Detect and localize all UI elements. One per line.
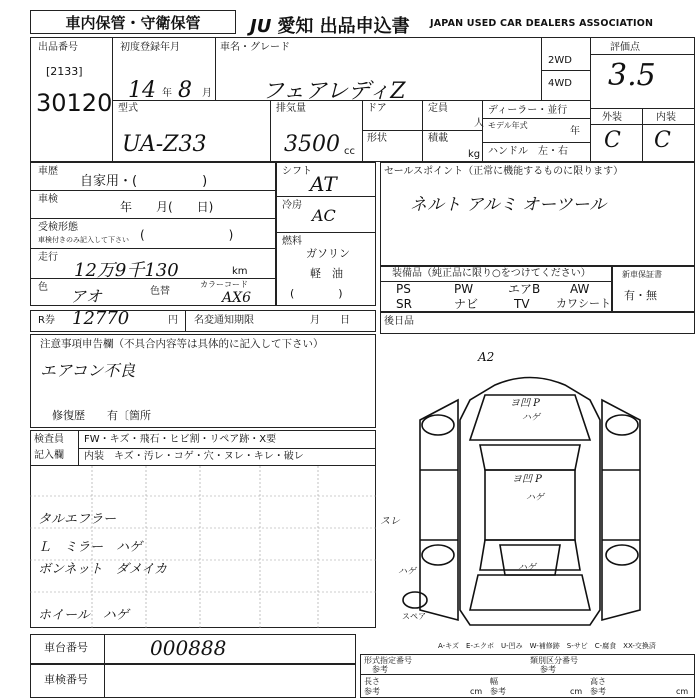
equip-airbag: エアB — [508, 282, 541, 296]
int-label: 内装 — [656, 112, 676, 123]
model-year-label: モデル年式 — [488, 121, 528, 130]
equip-seat: カワシート — [556, 297, 611, 310]
exterior-marks: FW・キズ・飛石・ヒビ割・リペア跡・X要 — [84, 434, 277, 445]
car-name: フェアレディZ — [262, 79, 406, 104]
height-label: 高さ — [590, 677, 606, 686]
shift-value: AT — [310, 172, 337, 196]
inspector-note-4: ホイール ハゲ — [38, 608, 129, 623]
displacement: 3500 — [284, 132, 340, 157]
rear-note: ハゲ — [518, 563, 537, 573]
spare-label: スペア — [402, 612, 426, 621]
drive-2wd: 2WD — [548, 55, 572, 66]
weight-label: 積載 — [428, 133, 448, 144]
roof-note-2: ハゲ — [522, 413, 541, 423]
equip-pw: PW — [454, 282, 474, 296]
notes-value: エアコン不良 — [40, 361, 136, 380]
shift-label: シフト — [282, 166, 312, 177]
chassis-label: 車台番号 — [44, 641, 88, 654]
name-change-label: 名変通知期限 — [194, 315, 254, 326]
equip-navi: ナビ — [454, 297, 479, 311]
association-name: JAPAN USED CAR DEALERS ASSOCIATION — [430, 18, 654, 29]
receipt-label: 受検形態 — [38, 222, 78, 233]
ext-label: 外装 — [602, 112, 622, 123]
grade-label: 評価点 — [610, 42, 640, 53]
drive-4wd: 4WD — [548, 78, 572, 89]
history-label: 車歴 — [38, 166, 58, 177]
lot-label: 出品番号 — [38, 42, 78, 53]
ext-grade: C — [604, 128, 621, 153]
equip-sr: SR — [396, 297, 412, 311]
lot-sub: [2133] — [46, 65, 83, 78]
color-change-label: 色替 — [150, 286, 170, 297]
sheet-title: JU 愛知 出品申込書 — [250, 16, 410, 37]
repair-label: 修復歴 有〔箇所 — [52, 409, 151, 422]
first-reg-month: 8 — [178, 78, 192, 103]
equip-aw: AW — [570, 282, 590, 296]
fuel-gasoline: ガソリン — [306, 247, 350, 260]
storage-label: 車内保管・守衛保管 — [30, 10, 236, 34]
ac-label: 冷房 — [282, 200, 302, 211]
ac-value: AC — [312, 206, 336, 225]
length-label: 長さ — [364, 677, 380, 686]
model-type: UA-Z33 — [122, 132, 207, 157]
equipment-label: 装備品（純正品に限り○をつけてください） — [392, 268, 591, 279]
color-code: AX6 — [222, 290, 251, 306]
grade-value: 3.5 — [608, 58, 656, 93]
dealer-label: ディーラー・並行 — [488, 105, 568, 116]
mileage-label: 走行 — [38, 252, 58, 263]
notes-label: 注意事項申告欄（不具合内容等は具体的に記入して下さい） — [40, 338, 324, 350]
mid-note-1: ヨ凹 P — [512, 474, 542, 485]
inspection-date: 年 月( 日) — [120, 200, 214, 214]
side-note: スレ — [380, 516, 400, 527]
front-note: A2 — [478, 350, 495, 364]
interior-marks: 内装 キズ・汚レ・コゲ・穴・ヌレ・キレ・破レ — [84, 451, 304, 462]
inspector-label: 検査員 — [34, 434, 64, 445]
color-label: 色 — [38, 282, 48, 293]
mileage: 12万9千130 — [74, 260, 179, 281]
color: アオ — [70, 287, 102, 306]
equip-tv: TV — [514, 297, 530, 311]
inspection-label: 車検 — [38, 194, 58, 205]
inspector-note-3: ボンネット ダメイカ — [38, 562, 167, 577]
type-label: 型式 — [118, 103, 138, 114]
fuel-label: 燃料 — [282, 236, 302, 247]
reg-number-label: 車検番号 — [44, 673, 88, 686]
first-reg-year: 14 — [128, 78, 156, 103]
door-label: ドア — [367, 103, 387, 114]
ju-logo: JU — [250, 16, 272, 37]
mid-note-2: ハゲ — [526, 493, 545, 503]
auction-sheet: 車内保管・守衛保管 JU 愛知 出品申込書 JAPAN USED CAR DEALERS ASSOCIATION 出品番号 [2133] 30120 初度登録年月 14 年 8 月 車名・グレード フェアレディZ 2WD 4WD 評価点 3.5 外装 内装 C C 型式 UA-Z33 排気量 3500 cc ドア 定員 人 形状 積載 kg ディーラー・並行 モデル年式 年 ハンドル 左・右 車歴 自家用・( ) 車検 年 月( 日) 受検形態 車検付きのみ記入して下さい ( ) 走行 12万9千130 km 色 アオ 色替 カラーコード AX6 シフト AT 冷房 AC 燃料 ガソリン 軽 油 ( ) セールスポイント（正常に機能するものに限ります） ネルト アルミ オーツール 装備品（純正品に限り○をつけてください） PS PW エアB AW SR ナビ TV カワシート 新車保証書 有・無 R券 12770 円 名変通知期限 月 日 後日品 注意事項申告欄（不具合内容等は具体的に記入して下さい） エアコン不良 修復歴 有〔箇所 検査員 記入欄 FW・キズ・飛石・ヒビ割・リペア跡・X要 内装 キズ・汚レ・コゲ・穴・ヌレ・キレ・破レ タルエフラー Ｌ ミラー ハゲ ボンネット ダメイカ ホイール ハゲ A2 ヨ凹 P ハゲ ヨ凹 P ハゲ スレ ハゲ ハゲ スペア A-キズ E-エクボ U-凹み W-補修跡 S-サビ C-腐食 XX-交換済 車台番号 000888 車検番号 形式指定番号 参考 類別区分番号 参考 長さ 参考 cm 幅 参考 cm 高さ 参考 cm — [0, 0, 700, 700]
lot-number: 30120 — [36, 89, 113, 117]
form-spec-label: 形式指定番号 — [364, 656, 412, 665]
rear-left-note: ハゲ — [398, 567, 417, 577]
color-code-label: カラーコード — [200, 280, 248, 289]
inspector-note-1: タルエフラー — [38, 512, 117, 527]
width-label: 幅 — [490, 677, 498, 686]
warranty-value: 有・無 — [624, 289, 657, 302]
history-value: 自家用・( ) — [80, 174, 208, 189]
damage-legend: A-キズ E-エクボ U-凹み W-補修跡 S-サビ C-腐食 XX-交換済 — [438, 642, 656, 650]
first-reg-label: 初度登録年月 — [120, 42, 180, 53]
fuel-diesel: 軽 油 — [310, 267, 343, 280]
handle-label: ハンドル 左・右 — [488, 146, 568, 157]
capacity-label: 定員 — [428, 103, 448, 114]
shape-label: 形状 — [367, 133, 387, 144]
after-items-label: 後日品 — [384, 316, 414, 327]
inspector-note-2: Ｌ ミラー ハゲ — [38, 540, 143, 555]
warranty-label: 新車保証書 — [622, 270, 662, 279]
r-ticket-label: R券 — [38, 315, 55, 326]
roof-note-1: ヨ凹 P — [510, 398, 540, 409]
int-grade: C — [654, 128, 671, 153]
r-ticket-value: 12770 — [72, 308, 130, 329]
sales-point-value: ネルト アルミ オーツール — [410, 195, 607, 215]
equip-ps: PS — [396, 282, 411, 296]
chassis-number: 000888 — [150, 636, 227, 660]
car-name-label: 車名・グレード — [220, 42, 290, 53]
displacement-label: 排気量 — [276, 103, 306, 114]
sales-point-label: セールスポイント（正常に機能するものに限ります） — [384, 166, 624, 177]
class-num-label: 類別区分番号 — [530, 656, 578, 665]
